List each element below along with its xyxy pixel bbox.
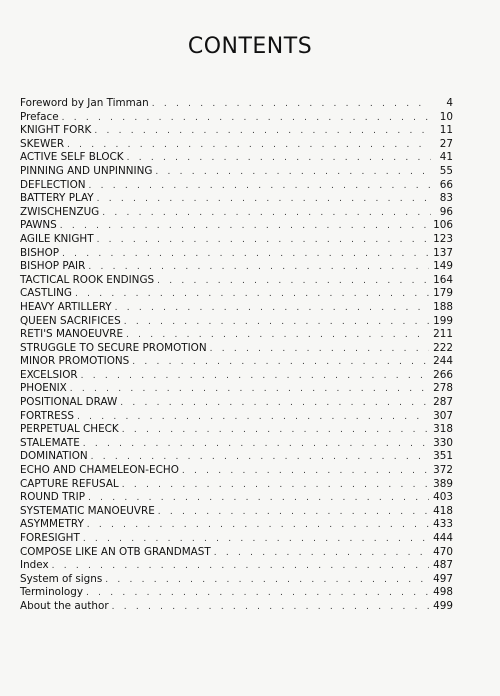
toc-entry-page: 137 bbox=[433, 246, 453, 259]
dot-leader bbox=[211, 547, 429, 561]
toc-entry-page: 55 bbox=[439, 164, 453, 177]
dot-leader bbox=[119, 479, 429, 493]
toc-entry-page: 4 bbox=[446, 97, 453, 109]
dot-leader bbox=[72, 288, 429, 302]
toc-entry-page: 307 bbox=[433, 409, 453, 422]
toc-entry-title: DOMINATION bbox=[20, 450, 88, 463]
toc-entry-title: CASTLING bbox=[20, 287, 72, 300]
dot-leader bbox=[86, 180, 431, 194]
toc-entry[interactable] bbox=[20, 382, 453, 396]
dot-leader bbox=[117, 397, 429, 411]
dot-leader bbox=[78, 370, 430, 384]
toc-entry-page: 188 bbox=[433, 300, 453, 313]
dot-leader bbox=[102, 574, 429, 588]
toc-entry[interactable] bbox=[20, 546, 453, 560]
toc-entry[interactable] bbox=[20, 179, 453, 193]
toc-entry-title: TACTICAL ROOK ENDINGS bbox=[20, 273, 155, 286]
toc-entry-title: PAWNS bbox=[20, 219, 57, 232]
toc-entry-title: ROUND TRIP bbox=[20, 491, 85, 504]
dot-leader bbox=[85, 492, 429, 506]
dot-leader bbox=[109, 601, 430, 615]
toc-entry-title: BATTERY PLAY bbox=[20, 192, 94, 205]
toc-entry[interactable] bbox=[20, 505, 453, 519]
toc-entry-page: 330 bbox=[433, 436, 453, 449]
toc-entry[interactable] bbox=[20, 111, 453, 125]
dot-leader bbox=[149, 98, 431, 112]
toc-entry[interactable] bbox=[20, 97, 453, 111]
toc-entry-title: QUEEN SACRIFICES bbox=[20, 314, 121, 327]
toc-entry-page: 318 bbox=[433, 423, 453, 436]
toc-entry-page: 66 bbox=[439, 178, 453, 191]
toc-entry-page: 266 bbox=[433, 368, 453, 381]
toc-entry[interactable] bbox=[20, 410, 453, 424]
toc-entry-page: 418 bbox=[433, 504, 453, 517]
dot-leader bbox=[124, 152, 431, 166]
dot-leader bbox=[112, 302, 430, 316]
dot-leader bbox=[119, 424, 429, 438]
toc-entry[interactable] bbox=[20, 260, 453, 274]
toc-entry-page: 372 bbox=[433, 464, 453, 477]
toc-entry-page: 199 bbox=[433, 314, 453, 327]
dot-leader bbox=[94, 234, 430, 248]
toc-entry[interactable] bbox=[20, 315, 453, 329]
dot-leader bbox=[59, 248, 429, 262]
dot-leader bbox=[152, 166, 431, 180]
toc-entry-title: ECHO AND CHAMELEON-ECHO bbox=[20, 464, 179, 477]
toc-entry-title: STRUGGLE TO SECURE PROMOTION bbox=[20, 341, 207, 354]
dot-leader bbox=[99, 207, 431, 221]
toc-entry-title: PHOENIX bbox=[20, 382, 67, 395]
toc-entry-title: PINNING AND UNPINNING bbox=[20, 164, 153, 177]
toc-entry[interactable] bbox=[20, 586, 453, 600]
toc-entry-title: System of signs bbox=[20, 572, 103, 585]
dot-leader bbox=[57, 220, 429, 234]
toc-entry-page: 287 bbox=[433, 396, 453, 409]
toc-entry-page: 389 bbox=[433, 477, 453, 490]
toc-entry[interactable] bbox=[20, 559, 453, 573]
toc-entry-title: ZWISCHENZUG bbox=[20, 205, 100, 218]
toc-entry-title: CAPTURE REFUSAL bbox=[20, 477, 119, 490]
dot-leader bbox=[74, 411, 429, 425]
toc-entry[interactable] bbox=[20, 355, 453, 369]
toc-entry[interactable] bbox=[20, 478, 453, 492]
toc-entry-page: 244 bbox=[433, 355, 453, 368]
table-of-contents bbox=[20, 97, 453, 614]
toc-entry[interactable] bbox=[20, 573, 453, 587]
toc-entry-title: SYSTEMATIC MANOEUVRE bbox=[20, 504, 155, 517]
dot-leader bbox=[59, 112, 431, 126]
toc-entry[interactable] bbox=[20, 437, 453, 451]
dot-leader bbox=[64, 139, 431, 153]
toc-entry-page: 499 bbox=[433, 599, 453, 612]
toc-entry-page: 149 bbox=[433, 260, 453, 273]
toc-entry-page: 498 bbox=[433, 586, 453, 599]
toc-entry-title: MINOR PROMOTIONS bbox=[20, 355, 130, 368]
dot-leader bbox=[129, 356, 429, 370]
toc-entry[interactable] bbox=[20, 328, 453, 342]
toc-entry-title: Preface bbox=[20, 110, 59, 123]
dot-leader bbox=[155, 506, 429, 520]
toc-entry[interactable] bbox=[20, 450, 453, 464]
toc-entry-page: 403 bbox=[433, 491, 453, 504]
dot-leader bbox=[154, 275, 429, 289]
toc-entry-title: FORESIGHT bbox=[20, 532, 80, 544]
toc-entry-title: DEFLECTION bbox=[20, 178, 86, 191]
dot-leader bbox=[88, 451, 430, 465]
toc-entry-page: 106 bbox=[433, 219, 453, 232]
toc-entry-title: Index bbox=[20, 559, 49, 572]
toc-entry[interactable] bbox=[20, 192, 453, 206]
dot-leader bbox=[121, 316, 429, 330]
toc-entry[interactable] bbox=[20, 396, 453, 410]
toc-entry[interactable] bbox=[20, 247, 453, 261]
toc-entry[interactable] bbox=[20, 464, 453, 478]
toc-entry[interactable] bbox=[20, 301, 453, 315]
toc-entry-title: ACTIVE SELF BLOCK bbox=[20, 151, 124, 164]
toc-entry-title: BISHOP bbox=[20, 246, 60, 259]
toc-entry-page: 211 bbox=[433, 328, 453, 341]
toc-entry-title: KNIGHT FORK bbox=[20, 124, 92, 137]
toc-entry-title: SKEWER bbox=[20, 137, 65, 150]
toc-entry-page: 179 bbox=[433, 287, 453, 300]
toc-entry[interactable] bbox=[20, 491, 453, 505]
dot-leader bbox=[85, 261, 429, 275]
toc-entry[interactable] bbox=[20, 518, 453, 532]
toc-entry-page: 444 bbox=[433, 532, 453, 544]
toc-entry-page: 470 bbox=[433, 545, 453, 558]
toc-entry-page: 96 bbox=[439, 205, 453, 218]
toc-entry-title: AGILE KNIGHT bbox=[20, 232, 94, 245]
dot-leader bbox=[80, 438, 429, 452]
toc-entry-title: About the author bbox=[20, 599, 109, 612]
toc-entry-page: 123 bbox=[433, 232, 453, 245]
dot-leader bbox=[67, 383, 429, 397]
toc-entry-page: 164 bbox=[433, 273, 453, 286]
toc-entry-title: ASYMMETRY bbox=[20, 518, 84, 531]
toc-entry-title: HEAVY ARTILLERY bbox=[20, 300, 112, 313]
toc-entry-page: 83 bbox=[439, 192, 453, 205]
toc-entry-title: COMPOSE LIKE AN OTB GRANDMAST bbox=[20, 545, 211, 558]
toc-entry-title: STALEMATE bbox=[20, 436, 80, 449]
toc-entry-page: 222 bbox=[433, 341, 453, 354]
toc-entry-page: 351 bbox=[433, 450, 453, 463]
dot-leader bbox=[123, 329, 429, 343]
dot-leader bbox=[84, 519, 429, 533]
toc-entry[interactable] bbox=[20, 600, 453, 614]
toc-entry-title: BISHOP PAIR bbox=[20, 260, 86, 273]
toc-entry[interactable] bbox=[20, 274, 453, 288]
toc-entry-title: FORTRESS bbox=[20, 409, 74, 422]
toc-entry-page: 278 bbox=[433, 382, 453, 395]
toc-entry[interactable] bbox=[20, 423, 453, 437]
toc-entry-page: 497 bbox=[433, 572, 453, 585]
toc-entry-page: 433 bbox=[433, 518, 453, 531]
toc-entry-title: Foreword by Jan Timman bbox=[20, 97, 149, 109]
toc-entry[interactable] bbox=[20, 206, 453, 220]
toc-entry[interactable] bbox=[20, 287, 453, 301]
dot-leader bbox=[80, 533, 429, 547]
dot-leader bbox=[91, 125, 431, 139]
toc-entry-title: EXCELSIOR bbox=[20, 368, 78, 381]
dot-leader bbox=[179, 465, 429, 479]
toc-entry-title: POSITIONAL DRAW bbox=[20, 396, 118, 409]
dot-leader bbox=[49, 560, 430, 574]
toc-entry[interactable] bbox=[20, 369, 453, 383]
toc-entry[interactable] bbox=[20, 151, 453, 165]
toc-entry-page: 27 bbox=[439, 137, 453, 150]
toc-entry-page: 10 bbox=[439, 110, 453, 123]
page-title: CONTENTS bbox=[187, 34, 313, 59]
toc-entry[interactable] bbox=[20, 138, 453, 152]
toc-entry[interactable] bbox=[20, 233, 453, 247]
toc-entry-title: RETI'S MANOEUVRE bbox=[20, 328, 124, 341]
toc-entry-title: PERPETUAL CHECK bbox=[20, 423, 119, 436]
toc-entry-page: 487 bbox=[433, 559, 453, 572]
toc-entry-page: 11 bbox=[439, 124, 453, 137]
toc-entry[interactable] bbox=[20, 124, 453, 138]
dot-leader bbox=[94, 193, 431, 207]
dot-leader bbox=[207, 343, 430, 357]
toc-entry[interactable] bbox=[20, 165, 453, 179]
toc-entry[interactable] bbox=[20, 219, 453, 233]
toc-entry[interactable] bbox=[20, 532, 453, 546]
toc-entry-page: 41 bbox=[439, 151, 453, 164]
dot-leader bbox=[83, 587, 429, 601]
toc-entry-title: Terminology bbox=[20, 586, 84, 599]
toc-entry[interactable] bbox=[20, 342, 453, 356]
